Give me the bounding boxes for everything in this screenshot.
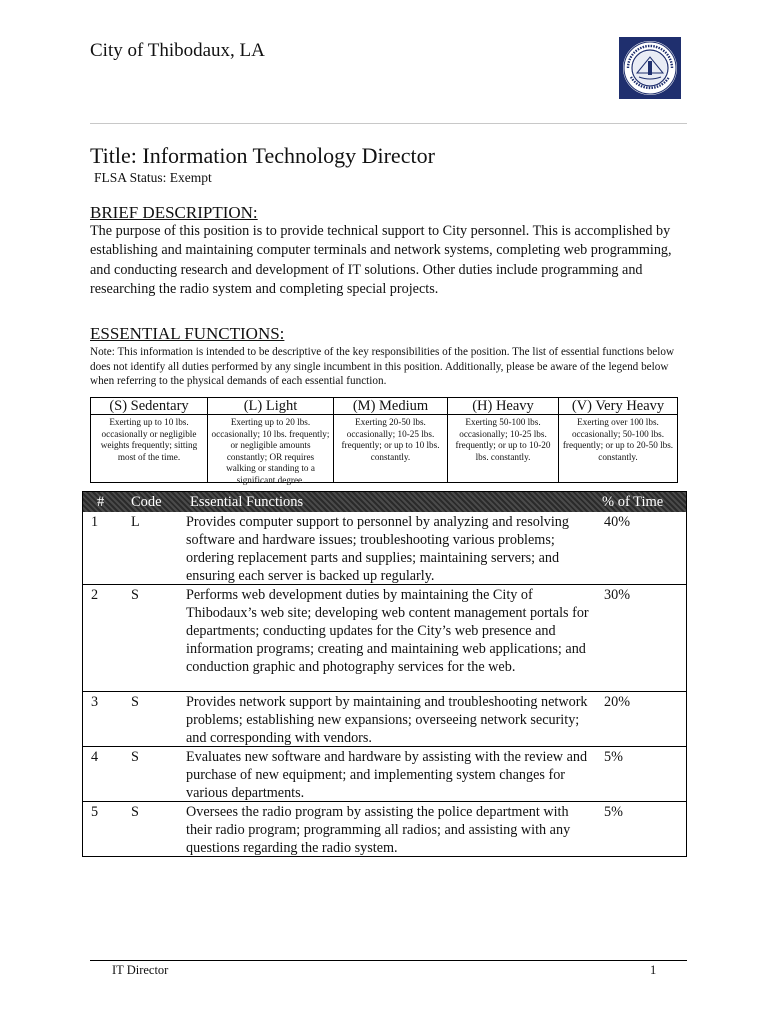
legend-label: (H) Heavy — [448, 398, 558, 415]
footer-document-name: IT Director — [112, 963, 169, 977]
legend-label: (L) Light — [208, 398, 333, 415]
table-row — [83, 801, 686, 856]
row-number: 5 — [91, 804, 99, 820]
row-number: 4 — [91, 749, 99, 765]
table-row — [83, 691, 686, 746]
row-percent: 20% — [604, 694, 631, 710]
header-percent-time: % of Time — [602, 494, 664, 510]
essential-functions-table — [82, 491, 687, 857]
table-row — [83, 512, 686, 584]
document-title: Title: Information Technology Director — [90, 143, 435, 168]
row-description: Performs web development duties by maintaining the City of Thibodaux’s web site; developing web content management portals for departments; conducting updates for the City’s web presence and information programs; creating and maintaining web applications; and conduction graphic and photography services for the web. — [186, 587, 589, 675]
row-number: 1 — [91, 514, 99, 530]
footer-divider — [90, 960, 687, 961]
legend-medium — [334, 398, 448, 482]
legend-description: Exerting over 100 lbs. occasionally; 50-100 lbs. frequently; or up to 20-50 lbs. constantly. — [562, 417, 674, 462]
brief-description-text: The purpose of this position is to provide technical support to City personnel. This is accomplished by establishing and maintaining computer terminals and network systems, completing web programming, and conducting research and development of IT solutions. Other duties include programming and researching the radio system and completing special projects. — [90, 223, 672, 297]
legend-description: Exerting 50-100 lbs. occasionally; 10-25 lbs. frequently; or up to 10-20 lbs. constantly. — [455, 417, 551, 462]
legend-sedentary — [91, 398, 208, 482]
row-percent: 5% — [604, 749, 623, 765]
essential-functions-note: Note: This information is intended to be descriptive of the key responsibilities of the position. The list of essential functions below does not identify all duties performed by any single incumbent in this position. Additionally, please be aware of the legend below when referring to the physical demands of each essential function. — [90, 346, 675, 387]
table-row — [83, 584, 686, 691]
row-description: Provides network support by maintaining and troubleshooting network problems; establishing new expansions; overseeing network security; and corresponding with vendors. — [186, 694, 588, 746]
table-header — [83, 492, 686, 512]
row-code: S — [131, 694, 139, 710]
legend-description: Exerting up to 10 lbs. occasionally or negligible weights frequently; sitting most of the time. — [100, 417, 198, 462]
legend-label: (V) Very Heavy — [559, 398, 677, 415]
row-code: S — [131, 749, 139, 765]
legend-label: (S) Sedentary — [91, 398, 207, 415]
flsa-status: FLSA Status: Exempt — [94, 170, 212, 185]
table-row — [83, 746, 686, 801]
row-number: 2 — [91, 587, 99, 603]
header-num: # — [97, 494, 105, 510]
row-description: Provides computer support to personnel by analyzing and resolving software and hardware issues; troubleshooting various problems; ordering replacement parts and supplies; maintaining servers; and ensuring each server is backed up regularly. — [186, 514, 569, 584]
row-number: 3 — [91, 694, 99, 710]
header-city: City of Thibodaux, LA — [90, 40, 265, 61]
row-percent: 5% — [604, 804, 623, 820]
legend-very-heavy — [559, 398, 677, 482]
row-percent: 40% — [604, 514, 631, 530]
essential-functions-heading: ESSENTIAL FUNCTIONS: — [90, 324, 285, 343]
row-code: L — [131, 514, 140, 530]
physical-demands-legend — [90, 397, 678, 483]
header-divider — [90, 123, 687, 124]
row-code: S — [131, 804, 139, 820]
page-number: 1 — [650, 963, 657, 977]
brief-description-heading: BRIEF DESCRIPTION: — [90, 203, 258, 222]
row-code: S — [131, 587, 139, 603]
row-description: Oversees the radio program by assisting the police department with their radio program; programming all radios; and assisting with any questions regarding the radio system. — [186, 804, 571, 856]
legend-label: (M) Medium — [334, 398, 447, 415]
header-code: Code — [131, 494, 162, 510]
row-percent: 30% — [604, 587, 631, 603]
header-essential-functions: Essential Functions — [190, 494, 304, 510]
legend-description: Exerting 20-50 lbs. occasionally; 10-25 lbs. frequently; or up to 10 lbs. constantly. — [341, 417, 440, 462]
legend-light — [208, 398, 334, 485]
row-description: Evaluates new software and hardware by assisting with the review and purchase of new equipment; and implementing system changes for various departments. — [186, 749, 588, 801]
legend-description: Exerting up to 20 lbs. occasionally; 10 lbs. frequently; or negligible amounts constantly; OR requires walking or standing to a significant degree. — [211, 417, 330, 485]
city-seal-icon — [619, 37, 681, 99]
legend-heavy — [448, 398, 559, 482]
